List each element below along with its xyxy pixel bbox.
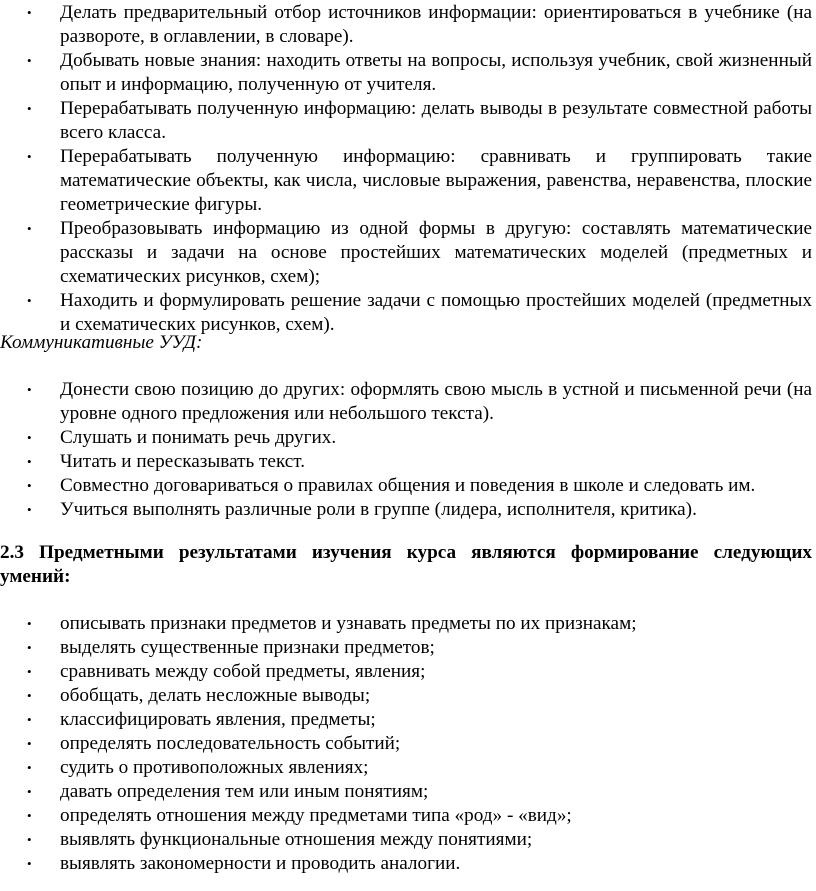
bullet-icon: •: [27, 101, 32, 116]
bullet-icon: •: [27, 502, 32, 517]
subject-results-heading: 2.3 Предметными результатами изучения курса являются формирование следующих умений:: [0, 542, 812, 587]
list-item: • выделять существенные признаки предметов;: [27, 637, 435, 658]
list-item: • Делать предварительный отбор источников информации: ориентироваться в учебнике (на развороте, в оглавлении, в словаре).: [27, 2, 812, 47]
list-item: • описывать признаки предметов и узнавать предметы по их признакам;: [27, 613, 637, 634]
bullet-icon: •: [27, 784, 32, 799]
communicative-heading: Коммуникативные УУД:: [0, 332, 203, 353]
list-item: • обобщать, делать несложные выводы;: [27, 685, 371, 706]
list-item: • Находить и формулировать решение задачи с помощью простейших моделей (предметных и схематических рисунков, схем).: [27, 290, 812, 335]
communicative-list: [0, 378, 816, 522]
bullet-icon: •: [27, 149, 32, 164]
list-item: • Слушать и понимать речь других.: [27, 427, 337, 448]
bullet-icon: •: [27, 616, 32, 631]
list-item: • классифицировать явления, предметы;: [27, 709, 376, 730]
list-item: • сравнивать между собой предметы, явления;: [27, 661, 426, 682]
bullet-icon: •: [27, 454, 32, 469]
bullet-icon: •: [27, 382, 32, 397]
list-item: • Читать и пересказывать текст.: [27, 451, 306, 472]
bullet-icon: •: [27, 736, 32, 751]
bullet-icon: •: [27, 856, 32, 871]
list-item: • Добывать новые знания: находить ответы на вопросы, используя учебник, свой жизненный опыт и информацию, полученную от учителя.: [27, 50, 812, 95]
subject-skills-list: [0, 612, 816, 876]
list-item: • выявлять функциональные отношения между понятиями;: [27, 829, 533, 850]
bullet-icon: •: [27, 293, 32, 308]
list-item: • Донести свою позицию до других: оформлять свою мысль в устной и письменной речи (на уровне одного предложения или небольшого текста).: [27, 379, 812, 424]
list-item: • Совместно договариваться о правилах общения и поведения в школе и следовать им.: [27, 475, 756, 496]
list-item: • Перерабатывать полученную информацию: делать выводы в результате совместной работы всего класса.: [27, 98, 812, 143]
bullet-icon: •: [27, 664, 32, 679]
list-item: • Учиться выполнять различные роли в группе (лидера, исполнителя, критика).: [27, 499, 697, 520]
bullet-icon: •: [27, 640, 32, 655]
bullet-icon: •: [27, 832, 32, 847]
cognitive-list: [0, 1, 816, 337]
bullet-icon: •: [27, 808, 32, 823]
bullet-icon: •: [27, 478, 32, 493]
list-item: • определять отношения между предметами типа «род» - «вид»;: [27, 805, 572, 826]
bullet-icon: •: [27, 53, 32, 68]
bullet-icon: •: [27, 430, 32, 445]
list-item: • Перерабатывать полученную информацию: сравнивать и группировать такие математические объекты, как числа, числовые выражения, равенства, неравенства, плоские геометрические фигуры.: [27, 146, 812, 215]
bullet-icon: •: [27, 221, 32, 236]
bullet-icon: •: [27, 712, 32, 727]
list-item: • определять последовательность событий;: [27, 733, 401, 754]
bullet-icon: •: [27, 760, 32, 775]
list-item: • Преобразовывать информацию из одной формы в другую: составлять математические рассказы и задачи на основе простейших математических моделей (предметных и схематических рисунков, схем);: [27, 218, 812, 287]
bullet-icon: •: [27, 5, 32, 20]
list-item: • судить о противоположных явлениях;: [27, 757, 369, 778]
list-item: • давать определения тем или иным понятиям;: [27, 781, 429, 802]
list-item: • выявлять закономерности и проводить аналогии.: [27, 853, 461, 874]
bullet-icon: •: [27, 688, 32, 703]
